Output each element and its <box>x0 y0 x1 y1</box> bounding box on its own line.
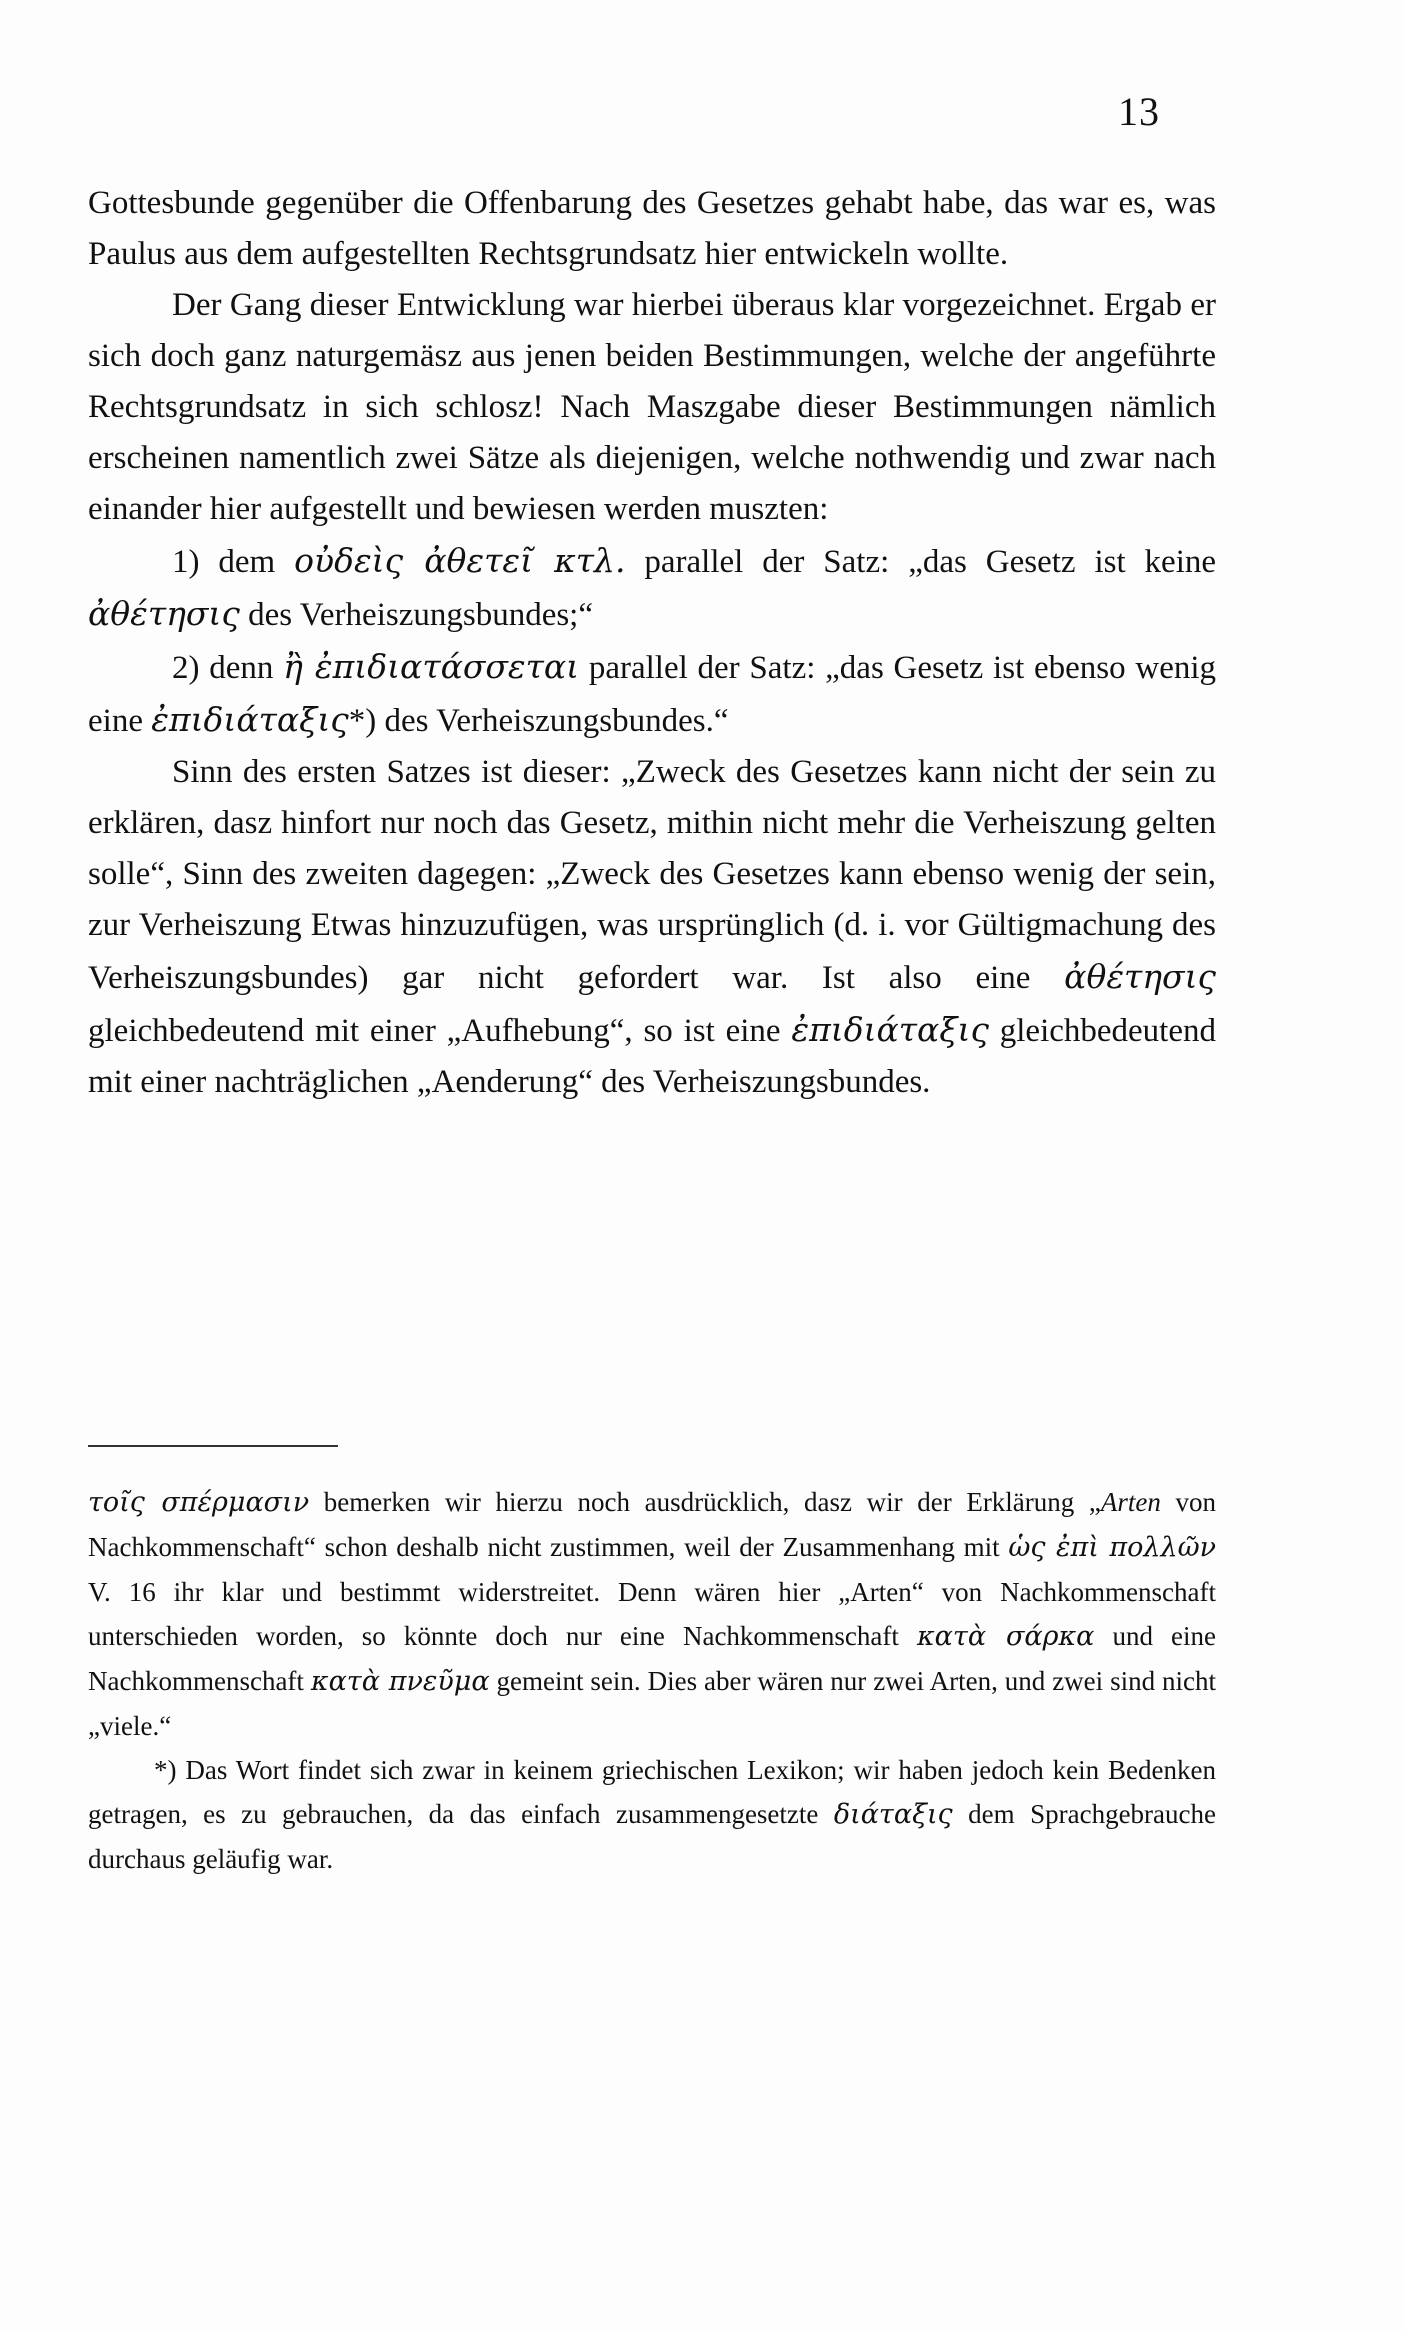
main-text <box>88 178 1216 1108</box>
item-2-greek-1: ἢ ἐπιδιατάσσεται <box>283 647 580 686</box>
fn1-greek-4: κατὰ πνεῦμα <box>310 1666 490 1697</box>
paragraph-1: Gottesbunde gegenüber die Offenbarung des Gesetzes gehabt habe, das war es, was Paulus aus dem aufgestellten Rechtsgrundsatz hier entwickeln wollte. <box>88 185 1216 272</box>
item-1-text-c: des Verheiszungsbundes;“ <box>248 597 593 633</box>
footnote-1 <box>88 1480 1216 1748</box>
fn1-text-e: gemeint sein. Dies aber wären nur zwei Arten, und zwei sind nicht „viele.“ <box>88 1666 1217 1741</box>
fn1-text-b: von Nachkommenschaft“ schon deshalb nicht zustimmen, weil der Zusammenhang mit <box>88 1487 1217 1562</box>
paragraph-3 <box>88 747 1216 1108</box>
p3-text-a: Sinn des ersten Satzes ist dieser: „Zweck des Gesetzes kann nicht der sein zu erklären, dasz hinfort nur noch das Gesetz, mithin nicht mehr die Verheiszung gelten solle“, Sinn des zweiten dagegen: „Zweck des Gesetzes kann ebenso wenig der sein, zur Verheiszung Etwas hinzuzufügen, was ursprünglich (d. i. vor Gültigmachung des Verheiszungsbundes) gar nicht gefordert war. Ist also eine <box>88 754 1216 996</box>
fn1-italic: Arten <box>1100 1487 1161 1517</box>
item-1-greek-1: οὐδεὶς ἀθετεῖ κτλ. <box>294 541 626 580</box>
fn2-text-b: dem Sprachgebrauche durchaus geläufig war. <box>88 1799 1217 1874</box>
fn1-text-d: und eine Nachkommenschaft <box>88 1621 1217 1696</box>
footnote-divider <box>88 1445 338 1447</box>
item-1-text-b: parallel der Satz: „das Gesetz ist keine <box>644 544 1217 580</box>
item-1-greek-2: ἀθέτησις <box>88 594 240 633</box>
p3-greek-1: ἀθέτησις <box>1064 957 1217 996</box>
item-2-text-b: parallel der Satz: „das Gesetz ist ebenso wenig eine <box>88 650 1217 739</box>
fn1-greek-3: κατὰ σάρκα <box>916 1621 1095 1652</box>
footnote-2 <box>88 1748 1216 1881</box>
fn1-greek-2: ὡς ἐπὶ πολλῶν <box>1008 1532 1217 1563</box>
p3-text-c: gleichbedeutend mit einer nachträglichen „Aenderung“ des Verheiszungsbundes. <box>88 1013 1216 1100</box>
page-number: 13 <box>1118 89 1160 134</box>
p3-greek-2: ἐπιδιάταξις <box>791 1010 989 1049</box>
footnotes <box>88 1480 1216 1881</box>
item-2-text-c: *) des Verheiszungsbundes.“ <box>348 703 729 739</box>
fn2-greek: διάταξις <box>833 1799 953 1830</box>
p3-text-b: gleichbedeutend mit einer „Aufhebung“, so ist eine <box>88 1013 781 1049</box>
item-2-greek-2: ἐπιδιάταξις <box>151 700 349 739</box>
fn1-text-a: bemerken wir hierzu noch ausdrücklich, dasz wir der Erklärung „ <box>323 1487 1101 1517</box>
fn1-greek-1: τοῖς σπέρμασιν <box>88 1487 310 1518</box>
list-item-1 <box>88 535 1216 641</box>
paragraph-2: Der Gang dieser Entwicklung war hierbei überaus klar vorgezeichnet. Ergab er sich doch ganz naturgemäsz aus jenen beiden Bestimmungen, welche der angeführte Rechtsgrundsatz in sich schlosz! Nach Maszgabe dieser Bestimmungen nämlich erscheinen namentlich zwei Sätze als diejenigen, welche nothwendig und zwar nach einander hier aufgestellt und bewiesen werden muszten: <box>88 287 1216 527</box>
list-item-2 <box>88 641 1216 747</box>
fn1-text-c: V. 16 ihr klar und bestimmt widerstreitet. Denn wären hier „Arten“ von Nachkommenschaft unterschieden worden, so könnte doch nur eine Nachkommenschaft <box>88 1577 1216 1651</box>
item-2-text-a: 2) denn <box>172 650 274 686</box>
fn2-text-a: *) Das Wort findet sich zwar in keinem griechischen Lexikon; wir haben jedoch kein Bedenken getragen, es zu gebrauchen, da das einfach zusammengesetzte <box>88 1755 1216 1829</box>
item-1-text-a: 1) dem <box>172 544 276 580</box>
